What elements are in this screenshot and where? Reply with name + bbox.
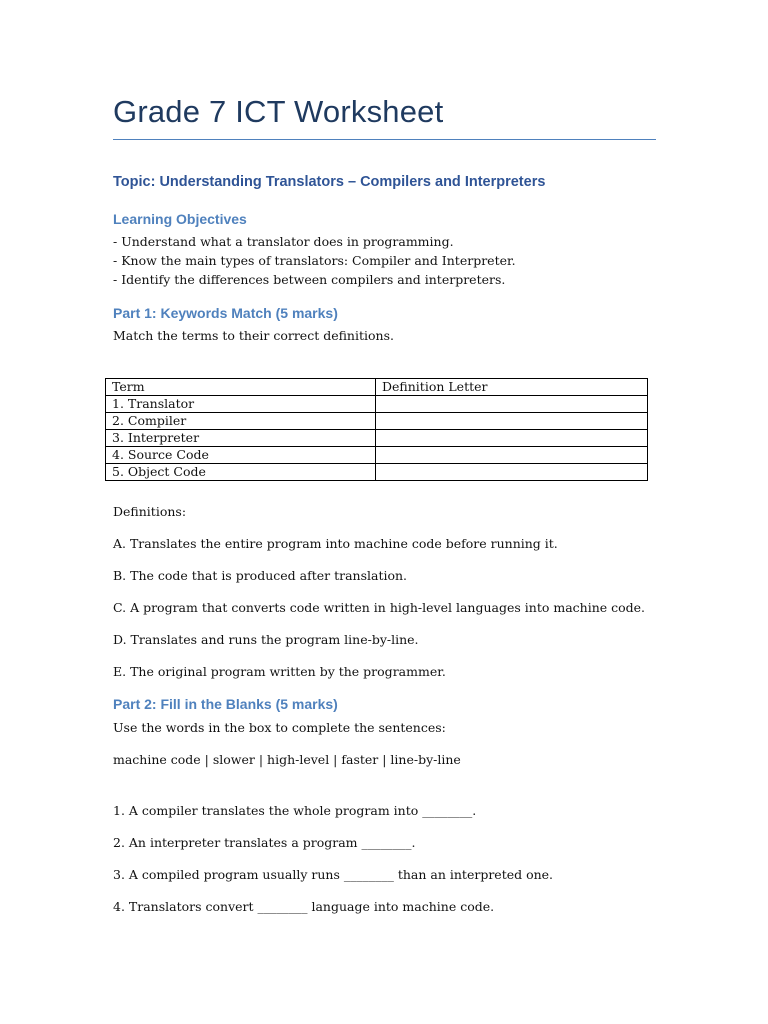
definition-item: A. Translates the entire program into machine code before running it.	[113, 536, 558, 551]
objectives-heading: Learning Objectives	[113, 211, 247, 227]
table-header-cell: Definition Letter	[376, 379, 648, 396]
definition-letter-cell[interactable]	[376, 413, 648, 430]
definition-item: C. A program that converts code written in high-level languages into machine code.	[113, 600, 646, 615]
page-title: Grade 7 ICT Worksheet	[113, 94, 444, 129]
part1-instruction: Match the terms to their correct definitions.	[113, 328, 394, 343]
definition-item: B. The code that is produced after translation.	[113, 568, 408, 583]
keywords-match-table	[105, 378, 648, 481]
definition-letter-cell[interactable]	[376, 464, 648, 481]
definition-letter-cell[interactable]	[376, 447, 648, 464]
table-row	[106, 413, 648, 430]
word-box: machine code | slower | high-level | faster | line-by-line	[113, 752, 461, 767]
fill-blank-sentence: 3. A compiled program usually runs ________ than an interpreted one.	[113, 867, 554, 882]
term-cell: 1. Translator	[106, 396, 376, 413]
objective-item: - Understand what a translator does in programming.	[113, 234, 454, 249]
table-header-cell: Term	[106, 379, 376, 396]
part2-instruction: Use the words in the box to complete the sentences:	[113, 720, 446, 735]
fill-blank-sentence: 4. Translators convert ________ language into machine code.	[113, 899, 495, 914]
fill-blank-sentence: 1. A compiler translates the whole program into ________.	[113, 803, 477, 818]
definition-letter-cell[interactable]	[376, 396, 648, 413]
part2-heading: Part 2: Fill in the Blanks (5 marks)	[113, 696, 338, 712]
table-row	[106, 430, 648, 447]
definition-item: E. The original program written by the programmer.	[113, 664, 446, 679]
term-cell: 5. Object Code	[106, 464, 376, 481]
fill-blank-sentence: 2. An interpreter translates a program ________.	[113, 835, 416, 850]
title-divider	[113, 139, 656, 140]
topic-heading: Topic: Understanding Translators – Compilers and Interpreters	[113, 174, 546, 190]
objective-item: - Identify the differences between compilers and interpreters.	[113, 272, 506, 287]
table-header-row	[106, 379, 648, 396]
definitions-label: Definitions:	[113, 504, 187, 519]
objective-item: - Know the main types of translators: Compiler and Interpreter.	[113, 253, 516, 268]
part1-heading: Part 1: Keywords Match (5 marks)	[113, 305, 338, 321]
definition-item: D. Translates and runs the program line-by-line.	[113, 632, 419, 647]
term-cell: 4. Source Code	[106, 447, 376, 464]
term-cell: 3. Interpreter	[106, 430, 376, 447]
definition-letter-cell[interactable]	[376, 430, 648, 447]
term-cell: 2. Compiler	[106, 413, 376, 430]
table-row	[106, 396, 648, 413]
table-row	[106, 464, 648, 481]
table-row	[106, 447, 648, 464]
